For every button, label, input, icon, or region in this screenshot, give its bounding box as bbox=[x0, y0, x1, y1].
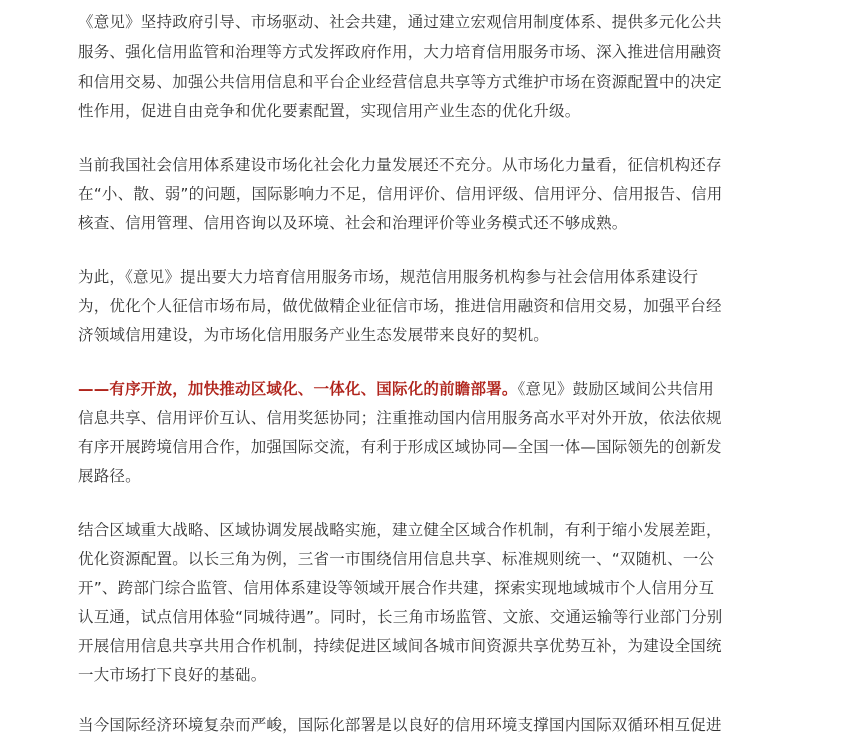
paragraph-1-line-1: 《意见》坚持政府引导、市场驱动、社会共建，通过建立宏观信用制度体系、提供多元化公共 bbox=[78, 13, 722, 31]
highlight-heading: ——有序开放，加快推动区域化、一体化、国际化的前瞻部署。 bbox=[78, 380, 518, 398]
paragraph-4-line-1-rest: 《意见》鼓励区域间公共信用 bbox=[517, 380, 714, 398]
paragraph-1-line-3: 和信用交易、加强公共信用信息和平台企业经营信息共享等方式维护市场在资源配置中的决定 bbox=[78, 73, 722, 91]
paragraph-5-line-5: 开展信用信息共享共用合作机制，持续促进区域间各城市间资源共享优势互补，为建设全国统 bbox=[78, 637, 722, 655]
paragraph-2-line-2: 在“小、散、弱”的问题，国际影响力不足，信用评价、信用评级、信用评分、信用报告、信用 bbox=[78, 185, 723, 203]
paragraph-6-line-1: 当今国际经济环境复杂而严峻，国际化部署是以良好的信用环境支撑国内国际双循环相互促进 bbox=[78, 716, 722, 734]
paragraph-5-line-1: 结合区域重大战略、区域协调发展战略实施，建立健全区域合作机制，有利于缩小发展差距， bbox=[78, 521, 722, 539]
paragraph-3-line-3: 济领域信用建设，为市场化信用服务产业生态发展带来良好的契机。 bbox=[78, 326, 550, 344]
paragraph-5-line-4: 认互通，试点信用体验“同城待遇”。同时，长三角市场监管、文旅、交通运输等行业部门分别 bbox=[78, 608, 723, 626]
paragraph-3-line-2: 为，优化个人征信市场布局，做优做精企业征信市场，推进信用融资和信用交易，加强平台经 bbox=[78, 297, 722, 315]
paragraph-5-line-3: 开”、跨部门综合监管、信用体系建设等领域开展合作共建，探索实现地域城市个人信用分互 bbox=[78, 579, 715, 597]
paragraph-3-line-1: 为此，《意见》提出要大力培育信用服务市场，规范信用服务机构参与社会信用体系建设行 bbox=[78, 268, 699, 286]
paragraph-1-line-4: 性作用，促进自由竞争和优化要素配置，实现信用产业生态的优化升级。 bbox=[78, 102, 581, 120]
paragraph-1-line-2: 服务、强化信用监管和治理等方式发挥政府作用，大力培育信用服务市场、深入推进信用融资 bbox=[78, 43, 722, 61]
paragraph-4-line-1 bbox=[78, 379, 714, 399]
paragraph-5-line-6: 一大市场打下良好的基础。 bbox=[78, 666, 267, 684]
paragraph-2-line-3: 核查、信用管理、信用咨询以及环境、社会和治理评价等业务模式还不够成熟。 bbox=[78, 214, 628, 232]
paragraph-4-line-4: 展路径。 bbox=[78, 467, 141, 485]
paragraph-4-line-2: 信息共享、信用评价互认、信用奖惩协同；注重推动国内信用服务高水平对外开放，依法依规 bbox=[78, 409, 722, 427]
paragraph-5-line-2: 优化资源配置。以长三角为例，三省一市围绕信用信息共享、标准规则统一、“双随机、一公 bbox=[78, 550, 715, 568]
paragraph-2-line-1: 当前我国社会信用体系建设市场化社会化力量发展还不充分。从市场化力量看，征信机构还存 bbox=[78, 156, 722, 174]
paragraph-4-line-3: 有序开展跨境信用合作，加强国际交流，有利于形成区域协同—全国一体—国际领先的创新发 bbox=[78, 438, 722, 456]
